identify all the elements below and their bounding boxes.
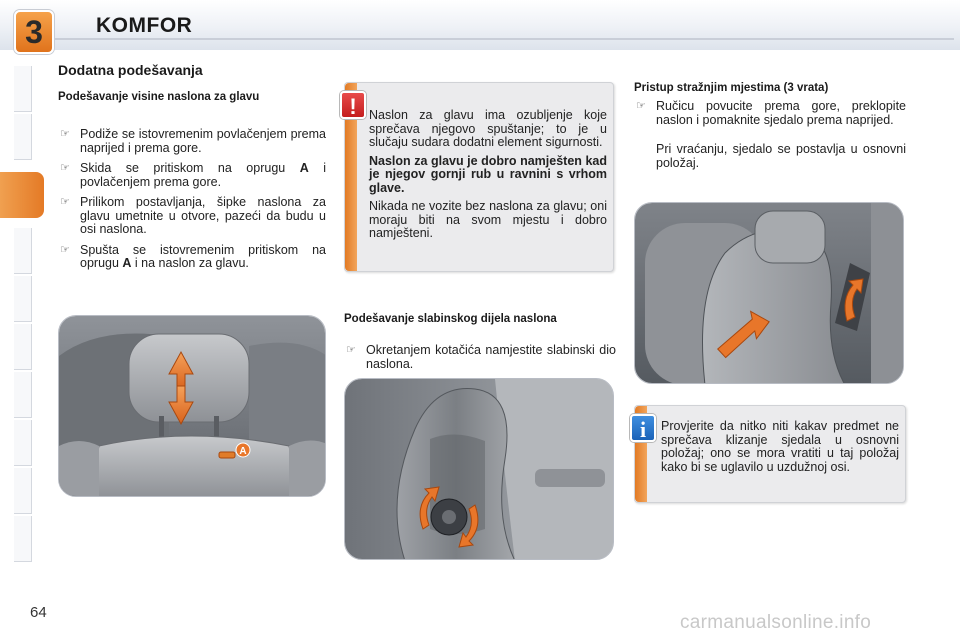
list-item: ☞ Spušta se istovremenim pritiskom na oprugu A i na naslon za glavu. [60,242,326,270]
chapter-tab-active[interactable] [0,172,44,218]
chapter-tab[interactable] [14,420,32,466]
chapter-tab[interactable] [14,516,32,562]
info-icon: i [630,414,656,442]
warning-icon: ! [340,91,366,119]
rear-access-illustration [634,202,904,384]
hand-pointer-icon: ☞ [636,100,646,112]
chapter-tab[interactable] [14,372,32,418]
headrest-instructions [58,128,326,278]
lumbar-heading: Podešavanje slabinskog dijela naslona [344,313,557,325]
lumbar-illustration [344,378,614,560]
chapter-number: 3 [25,14,43,50]
hand-pointer-icon: ☞ [60,162,70,174]
chapter-tabs [0,56,34,576]
hand-pointer-icon: ☞ [60,243,70,256]
hand-pointer-icon: ☞ [346,344,356,356]
warning-text: Naslon za glavu ima ozubljenje koje sprečava njegovo spuštanje; to je u slučaju sudara dodatni element sigurnosti. Naslon za glavu je dobro namješten kad je njegov gornji rub u ravnini s vrhom glave. Nikada ne vozite bez naslona za glavu; oni moraju biti na svom mjestu i dobro namješteni. [369,108,607,240]
info-text: Provjerite da nitko niti kakav predmet ne sprečava klizanje sjedala u osnovni položaj; ono se mora vratiti u taj položaj kako bi se uglavilo u uzdužnoj osi. [661,419,899,474]
chapter-title: KOMFOR [96,14,193,37]
page-number: 64 [30,604,47,621]
chapter-tab[interactable] [14,324,32,370]
hand-pointer-icon: ☞ [60,128,70,140]
chapter-tab[interactable] [14,228,32,274]
hand-pointer-icon: ☞ [60,196,70,208]
headrest-illustration [58,315,326,497]
chapter-tab[interactable] [14,276,32,322]
headrest-heading: Podešavanje visine naslona za glavu [58,91,260,103]
rear-access-heading: Pristup stražnjim mjestima (3 vrata) [634,82,829,94]
section-heading: Dodatna podešavanja [58,62,203,78]
list-item: ☞ Skida se pritiskom na oprugu A i povlačenjem prema gore. [60,161,327,189]
list-item: ☞ Ručicu povucite prema gore, preklopite naslon i pomaknite sjedalo prema naprijed. [636,99,906,127]
chapter-tab[interactable] [14,114,32,160]
lumbar-instructions [344,344,616,378]
chapter-tab[interactable] [14,66,32,112]
chapter-badge [14,10,54,54]
callout-a-label: A [239,446,247,457]
warning-box [344,82,614,272]
rear-access-instructions [634,100,906,134]
rear-access-note: Pri vraćanju, sjedalo se postavlja u osnovni položaj. [656,142,906,170]
watermark: carmanualsonline.info [680,612,872,633]
page-header [0,0,960,56]
info-box [634,405,906,503]
header-rule [54,38,954,40]
chapter-tab[interactable] [14,468,32,514]
list-item: ☞ Podiže se istovremenim povlačenjem prema naprijed i prema gore. [60,127,326,155]
list-item: ☞ Prilikom postavljanja, šipke naslona za glavu umetnite u otvore, pazeći da budu u osi naslona. [60,195,326,236]
list-item: ☞ Okretanjem kotačića namjestite slabinski dio naslona. [346,343,616,371]
